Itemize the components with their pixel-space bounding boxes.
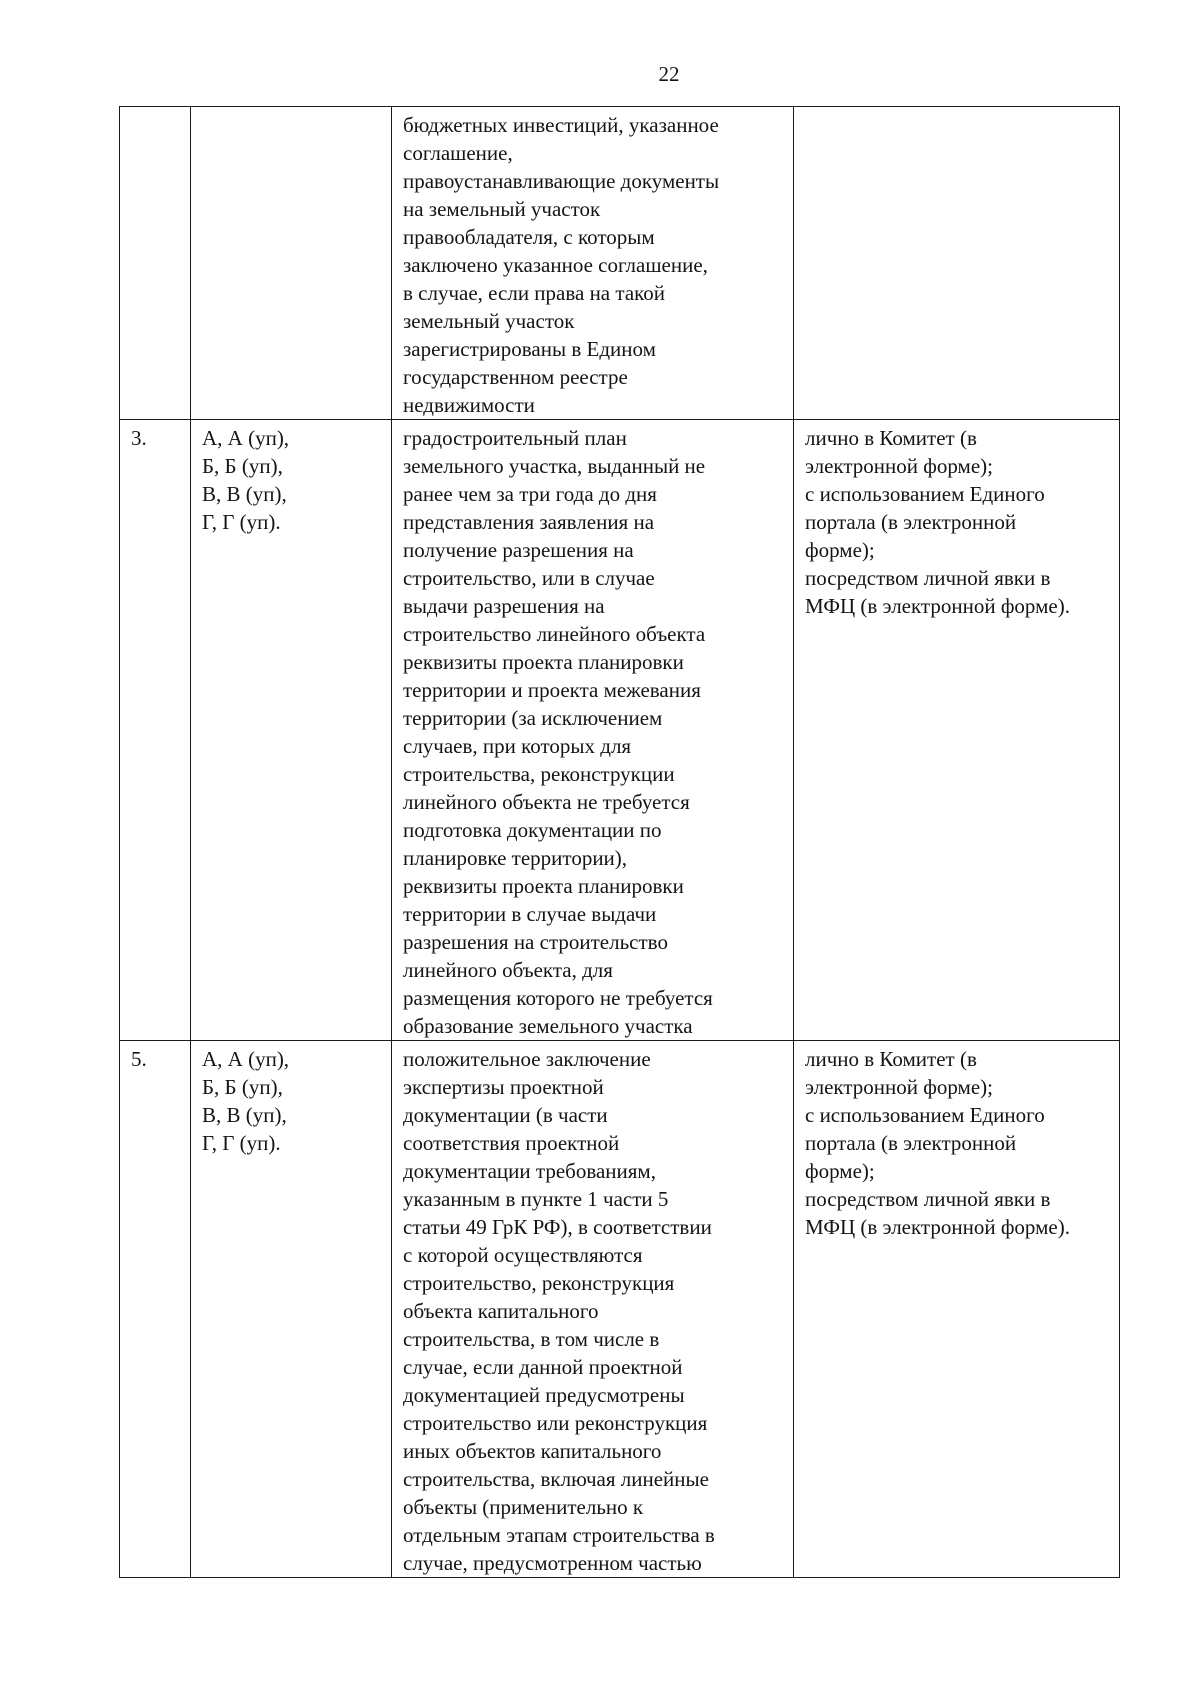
table-row — [120, 1041, 1120, 1578]
table-row — [120, 420, 1120, 1041]
document-cell: бюджетных инвестиций, указанное соглашение, правоустанавливающие документы на земельный участок правообладателя, с которым заключено указанное соглашение, в случае, если права на такой земельный участок зарегистрированы в Едином государственном реестре недвижимости — [392, 107, 794, 420]
documents-table — [119, 106, 1120, 1578]
row-number-cell: 5. — [120, 1041, 191, 1578]
category-cell — [191, 107, 392, 420]
table-row — [120, 107, 1120, 420]
document-cell: положительное заключение экспертизы проектной документации (в части соответствия проектной документации требованиям, указанным в пункте 1 части 5 статьи 49 ГрК РФ), в соответствии с которой осуществляются строительство, реконструкция объекта капитального строительства, в том числе в случае, если данной проектной документацией предусмотрены строительство или реконструкция иных объектов капитального строительства, включая линейные объекты (применительно к отдельным этапам строительства в случае, предусмотренном частью — [392, 1041, 794, 1578]
page-number: 22 — [658, 62, 680, 86]
submission-method-cell — [794, 107, 1120, 420]
submission-method-cell: лично в Комитет (в электронной форме); с использованием Единого портала (в электронной форме); посредством личной явки в МФЦ (в электронной форме). — [794, 1041, 1120, 1578]
submission-method-cell: лично в Комитет (в электронной форме); с использованием Единого портала (в электронной форме); посредством личной явки в МФЦ (в электронной форме). — [794, 420, 1120, 1041]
row-number-cell — [120, 107, 191, 420]
row-number-cell: 3. — [120, 420, 191, 1041]
category-cell: А, А (уп), Б, Б (уп), В, В (уп), Г, Г (уп). — [191, 420, 392, 1041]
document-cell: градостроительный план земельного участка, выданный не ранее чем за три года до дня представления заявления на получение разрешения на строительство, или в случае выдачи разрешения на строительство линейного объекта реквизиты проекта планировки территории и проекта межевания территории (за исключением случаев, при которых для строительства, реконструкции линейного объекта не требуется подготовка документации по планировке территории), реквизиты проекта планировки территории в случае выдачи разрешения на строительство линейного объекта, для размещения которого не требуется образование земельного участка — [392, 420, 794, 1041]
category-cell: А, А (уп), Б, Б (уп), В, В (уп), Г, Г (уп). — [191, 1041, 392, 1578]
